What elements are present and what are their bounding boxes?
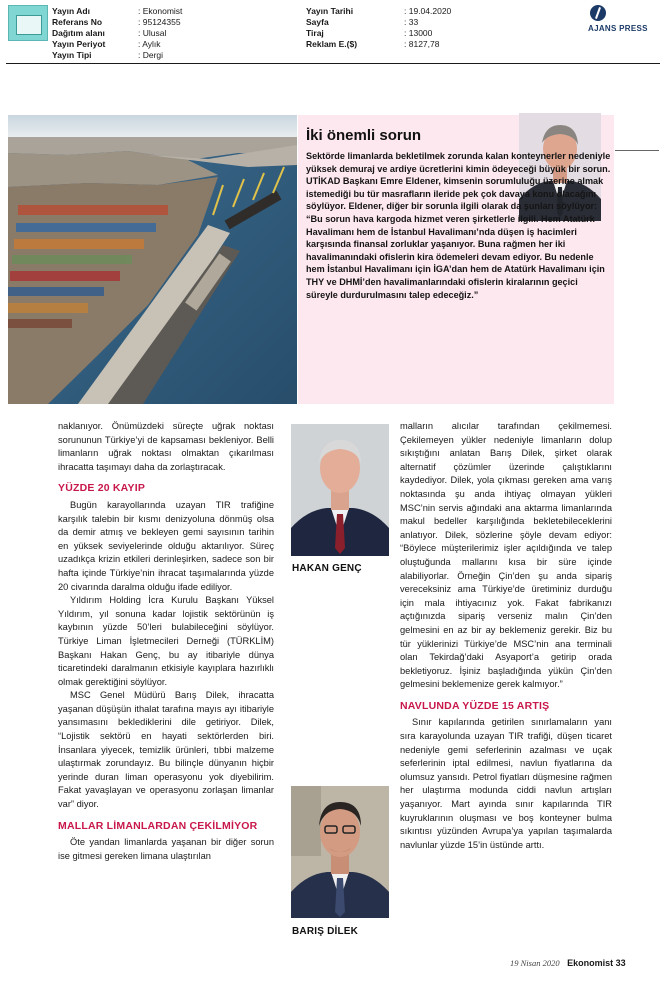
section-heading: MALLAR LİMANLARDAN ÇEKİLMİYOR [58, 819, 258, 832]
margin-rule [615, 150, 659, 151]
footer-page-number: 33 [615, 958, 626, 968]
caption-baris-dilek: BARIŞ DİLEK [292, 926, 359, 937]
meta-left: Yayın Adı : Ekonomist Referans No : 95124355 Dağıtım alanı : Ulusal Yayın Periyot : Aylık Yayın Tipi : Dergi [52, 6, 182, 61]
article-column-2: malların alıcılar tarafından çekilmemesi. Çekilemeyen yükler nedeniyle limanların dolup sıkıştığını anlatan Barış Dilek, şirket olarak alternatif çözümler üzerinde çalıştıklarını kaydediyor. Dilek, yola çıkması gereken ama varış noktasında şu anda ihtiyaç olmayan yükleri MSC’nin servis ağındaki ana aktarma limanlarında makul bedeller karşılığında bekletebileceklerini anlatıyor. Dilek, sözlerine şöyle devam ediyor: “Böylece müşterilerimiz işler açıldığında ve talep oluştuğunda mallarını kısa bir süre içinde alabiliyorlar. Örneğin Çin’den şu anda sipariş vereceksiniz ama Türkiye’de üretiminiz durduğu için mala ihtiyacınız yok. Fakat fabrikanızı açtığınızda sipariş verseniz malın Çin’den gelmesini en az bir ay beklemeniz gerekir. Biz bu tür yüklerinizi Türkiye’de MSC’nin ana terminali olan Tekirdağ’daki Asyaport’a getirip orada bekletiyoruz. İşiniz başladığında yükün Çin’den gelmesini beklemenize gerek kalmıyor.” NAVLUNDA YÜZDE 15 ARTIŞ Sınır kapılarında getirilen sınırlamaların yanı sıra karayolunda uzayan TIR trafiği, düşen ticaret nedeniyle gemi seferlerinin azalması ve uçak seferlerinin iptal edilmesi, navlun fiyatlarına da olumsuz yansıdı. Petrol fiyatları düşmesine rağmen her ulaştırma modunda ciddi navlun artışları yaşanıyor. Mart ayında sınır kapılarında TIR kuyruklarının oluşması ve boş konteyner bulma sıkıntısı yüzünden Avrupa’ya yapılan taşımalarda navlunlar yüzde 15’in üstünde arttı. [400, 421, 612, 850]
ajans-press-logo-icon [590, 5, 606, 21]
footer-magazine: Ekonomist [567, 958, 614, 968]
caption-hakan-genc: HAKAN GENÇ [292, 563, 362, 574]
meta-right: Yayın Tarihi : 19.04.2020 Sayfa : 33 Tiraj : 13000 Reklam E.($) : 8127,78 [306, 6, 451, 50]
hakan-genc-portrait [291, 424, 389, 556]
footer-date: 19 Nisan 2020 [510, 958, 560, 968]
sidebar-text: Sektörde limanlarda bekletilmek zorunda kalan konteynerler nedeniyle yüksek demuraj ve ardiye ücretlerini kimin ödeyeceği büyük bir sorun. UTİKAD Başkanı Emre Eldener, kimsenin sorumluluğu üzerine almak istemediği bu tür masrafların ileride pek çok davaya konu olacağını söylüyor. Eldener, diğer bir sorunla ilgili olarak da şunları söylüyor: “Bu sorun hava kargoda hizmet veren şirketlerle ilgili. Hem Atatürk Havalimanı hem de İstanbul Havalimanı’nda düşen iş hacimleri karşısında finansal zorluklar yaşanıyor. Buna rağmen her iki havalimanındaki ofislerin kira ödemeleri devam ediyor. Bu nedenle hem İstanbul Havalimanı için İGA’dan hem de Atatürk Havalimanı için THY ve DHMİ’den havalimanlarındaki ofislerin kiralarının geçici süreyle durdurulmasını talep edeceğiz.” [306, 151, 611, 300]
sidebar-title: İki önemli sorun [306, 127, 422, 144]
baris-dilek-portrait [291, 786, 389, 918]
section-heading: NAVLUNDA YÜZDE 15 ARTIŞ [400, 699, 550, 712]
article-column-1: naklanıyor. Önümüzdeki süreçte uğrak noktası sorununun Türkiye’yi de kapsaması bekleniyor. Belli limanların uğrak noktası olmaktan çıkarılması ihracatta taşımayı daha da zorlaştıracak. YÜZDE 20 KAYIP Bugün karayollarında uzayan TIR trafiğine karşılık talebin bir kısmı denizyoluna dönmüş olsa da demir atmış ve bekleyen gemi sayısının tarihin en yüksek seviyelerinde olduğu aktarılıyor. Süreç uzadıkça krizin etkileri derinleşirken, sadece son bir hafta içinde Türkiye’nin ihracat taşımalarında yüzde 20 civarında daralma olduğu ifade ediliyor. Yıldırım Holding İcra Kurulu Başkanı Yüksel Yıldırım, yıl sonuna kadar lojistik sektörünün iş kaybının yüzde 50’leri bulabileceğini söylüyor. Türkiye Liman İşletmecileri Derneği (TÜRKLİM) Başkanı Hakan Genç, bu ay itibariyle dünya ticaretindeki daralmanın etkisiyle kayıplara hazırlıklı olmak gerektiğini söylüyor. MSC Genel Müdürü Barış Dilek, ihracatta yaşanan düşüşün ithalat tarafına mayıs ayı itibariyle yansımasını beklediklerini dile getiriyor. Dilek, “Lojistik sektörü en hayati sektörlerden biri. İnsanlara yiyecek, temizlik ürünleri, tıbbi malzeme ulaştırmak zorundayız. Bu bilinçle dünyanın hiçbir yerinde duran liman operasyonu yok diyebilirim. Fakat yavaşlayan ve operasyonu zorlaşan limanlar var” diyor. MALLAR LİMANLARDAN ÇEKİLMİYOR Öte yandan limanlarda yaşanan bir diğer sorun ise gitmesi gereken limana ulaştırılan [58, 421, 274, 861]
header-divider [6, 63, 660, 64]
port-aerial-photo [8, 115, 297, 404]
publication-thumbnail [8, 5, 48, 41]
ajans-press-logo-text: AJANS PRESS [588, 24, 648, 33]
page-footer [510, 958, 626, 968]
section-heading: YÜZDE 20 KAYIP [58, 482, 146, 495]
